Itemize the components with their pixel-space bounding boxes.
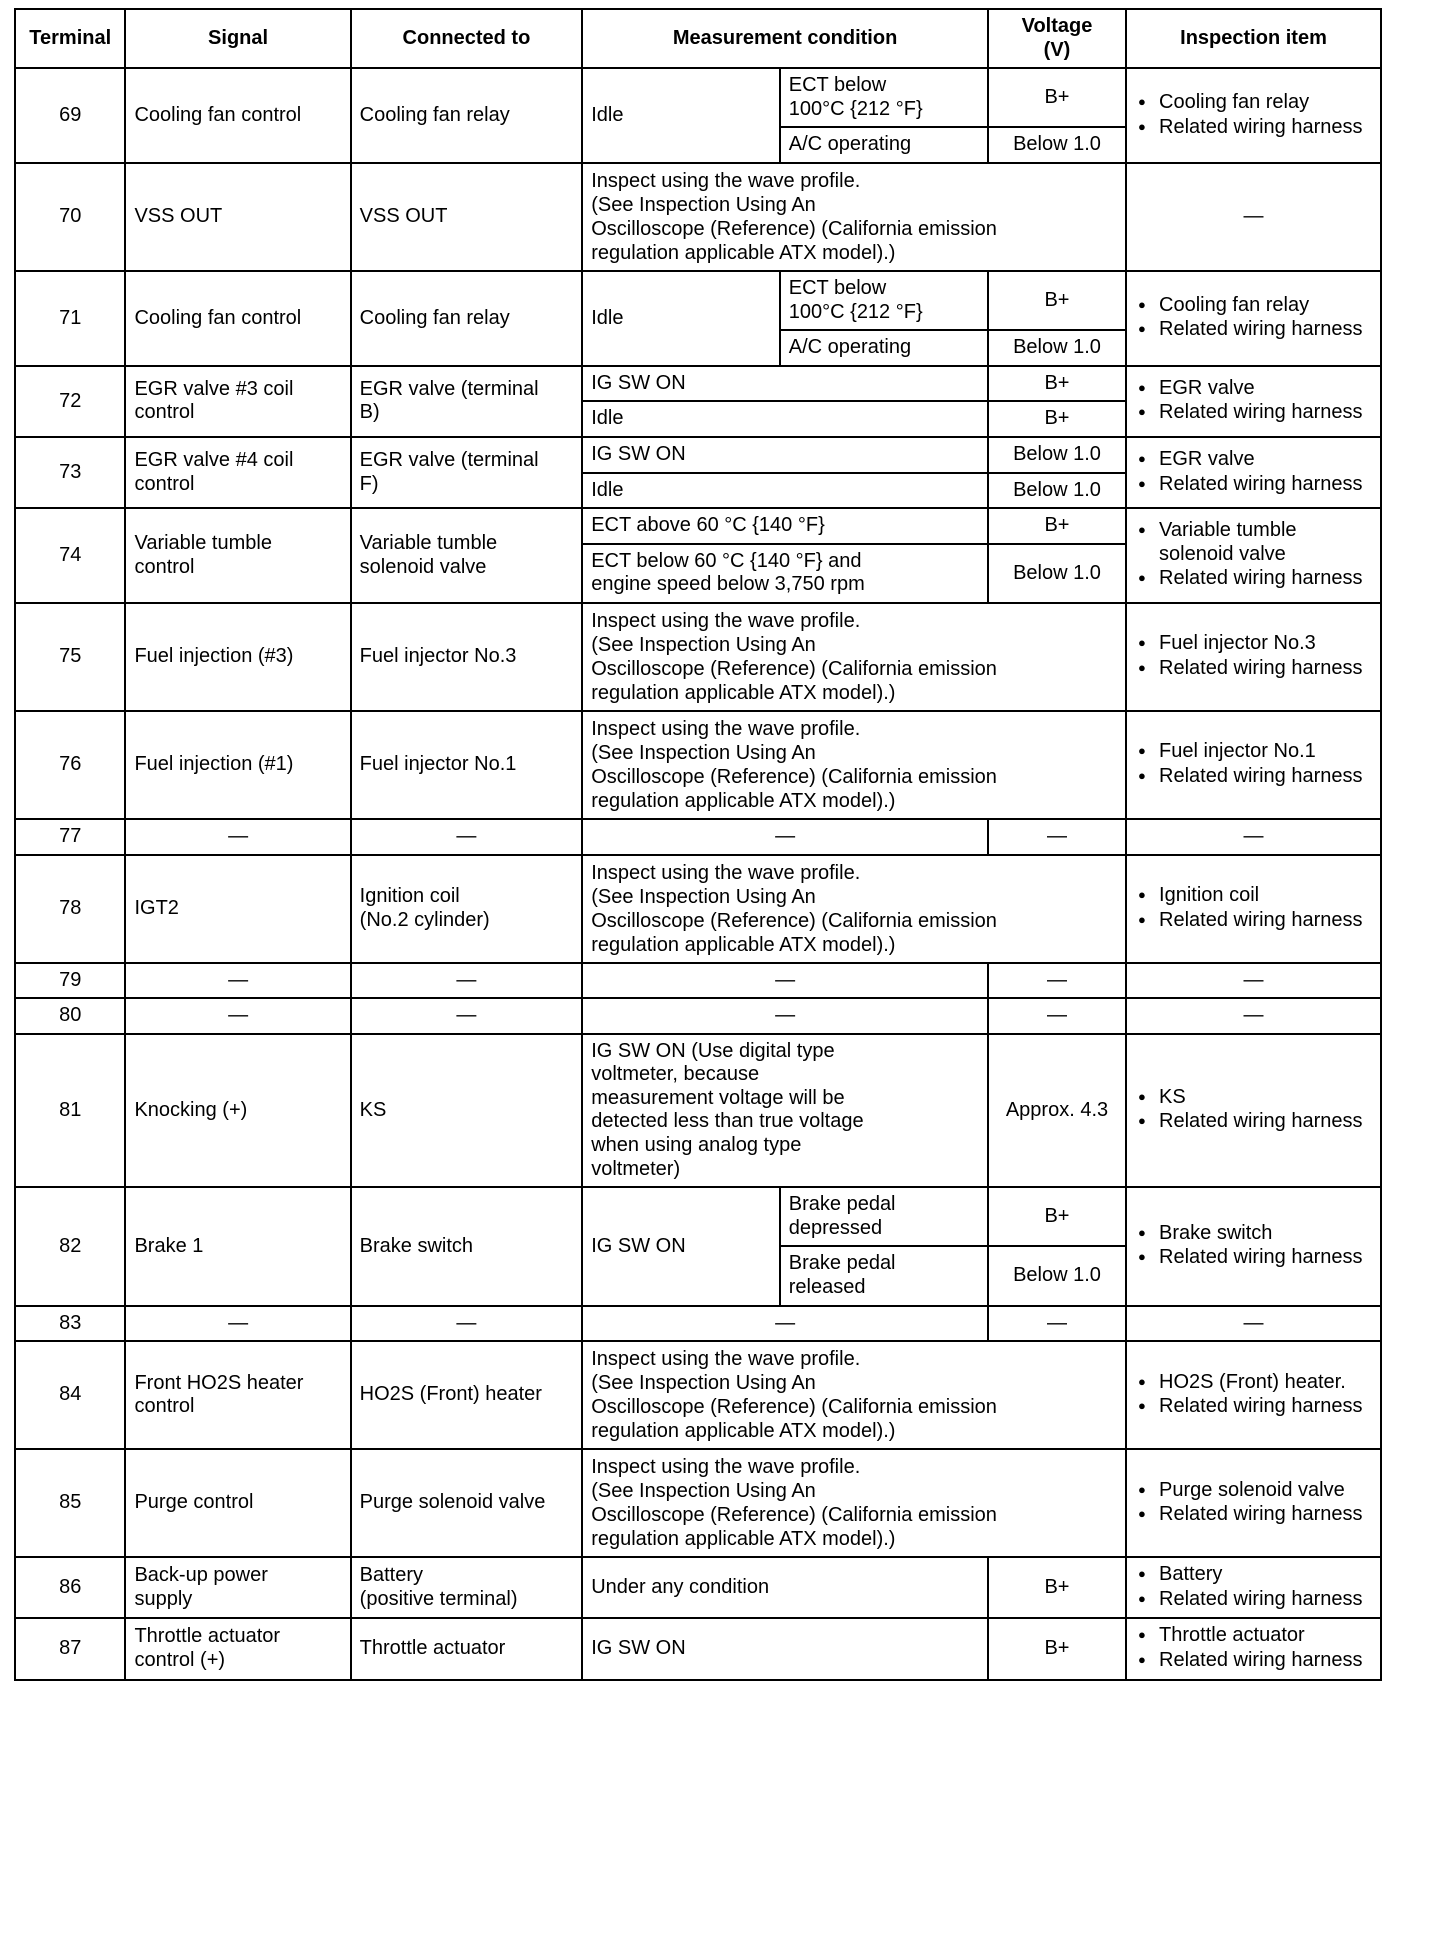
- list-item: ● Related wiring harness: [1155, 765, 1372, 789]
- wave-line1: Inspect using the wave profile.: [591, 861, 861, 884]
- inspection-item-list: [1135, 1086, 1372, 1134]
- list-item: ● Related wiring harness: [1155, 318, 1372, 342]
- cell-inspection-item: [1126, 437, 1381, 508]
- cell-signal: —: [125, 998, 350, 1034]
- signal-line1: Throttle actuator: [134, 1625, 281, 1648]
- condition-sub-line1: ECT below: [788, 74, 887, 97]
- condition-line1: IG SW ON (Use digital type: [591, 1039, 835, 1062]
- signal-line2: control: [134, 401, 195, 424]
- inspection-item-list: [1135, 294, 1372, 342]
- connected-line2: (positive terminal): [359, 1587, 518, 1610]
- wave-line4: regulation applicable ATX model).): [591, 1528, 896, 1551]
- cell-signal: [125, 366, 350, 437]
- cell-connected-to: [351, 508, 583, 603]
- cell-terminal: 83: [15, 1306, 125, 1342]
- cell-terminal: 74: [15, 508, 125, 603]
- cell-voltage: B+: [988, 1618, 1126, 1679]
- wave-line2: (See Inspection Using An: [591, 1372, 816, 1395]
- cell-terminal: 78: [15, 855, 125, 963]
- cell-terminal: 73: [15, 437, 125, 508]
- cell-voltage: Approx. 4.3: [988, 1034, 1126, 1188]
- cell-condition-sub: [780, 1246, 988, 1305]
- cell-signal: Cooling fan control: [125, 68, 350, 163]
- connected-line1: EGR valve (terminal: [359, 448, 539, 471]
- cell-signal: Brake 1: [125, 1187, 350, 1305]
- cell-voltage: B+: [988, 1557, 1126, 1618]
- connected-line2: B): [359, 401, 380, 424]
- condition-line4: detected less than true voltage: [591, 1110, 864, 1133]
- cell-condition: ECT above 60 °C {140 °F}: [582, 508, 988, 544]
- condition-line2: voltmeter, because: [591, 1063, 760, 1086]
- cell-condition: [582, 544, 988, 603]
- cell-condition: —: [582, 998, 988, 1034]
- cell-inspection-item: [1126, 855, 1381, 963]
- wave-line3: Oscilloscope (Reference) (California emission: [591, 217, 997, 240]
- cell-condition-sub: [780, 1187, 988, 1246]
- table-row: [15, 508, 1381, 544]
- list-item: ● HO2S (Front) heater.: [1155, 1371, 1372, 1395]
- list-item: ● Ignition coil: [1155, 884, 1372, 908]
- inspection-item-list: [1135, 632, 1372, 680]
- cell-signal: [125, 1341, 350, 1449]
- signal-line2: control (+): [134, 1649, 226, 1671]
- list-item: ● Related wiring harness: [1155, 909, 1372, 933]
- signal-line1: EGR valve #3 coil: [134, 377, 294, 400]
- inspection-item-list: [1135, 448, 1372, 496]
- cell-condition-main: Idle: [582, 68, 780, 163]
- cell-signal: [125, 1557, 350, 1618]
- list-item: ● Related wiring harness: [1155, 116, 1372, 140]
- cell-signal: Fuel injection (#1): [125, 711, 350, 819]
- table-row: [15, 366, 1381, 402]
- cell-condition-sub: A/C operating: [780, 127, 988, 163]
- cell-voltage: Below 1.0: [988, 473, 1126, 509]
- cell-signal: Fuel injection (#3): [125, 603, 350, 711]
- cell-signal: —: [125, 1306, 350, 1342]
- cell-connected-to: —: [351, 1306, 583, 1342]
- table-row: [15, 819, 1381, 855]
- table-row: [15, 998, 1381, 1034]
- cell-condition-sub: [780, 68, 988, 127]
- cell-terminal: 81: [15, 1034, 125, 1188]
- condition-sub-line2: depressed: [788, 1216, 883, 1239]
- table-row: [15, 68, 1381, 127]
- cell-connected-to: Cooling fan relay: [351, 271, 583, 366]
- cell-connected-to: Purge solenoid valve: [351, 1449, 583, 1557]
- list-item: ● Related wiring harness: [1155, 1588, 1372, 1612]
- list-item: ● EGR valve: [1155, 448, 1372, 472]
- list-item: ● KS: [1155, 1086, 1372, 1110]
- cell-voltage: B+: [988, 271, 1126, 330]
- cell-voltage: B+: [988, 401, 1126, 437]
- cell-terminal: 77: [15, 819, 125, 855]
- inspection-item-list: [1135, 1371, 1372, 1419]
- wave-line2: (See Inspection Using An: [591, 193, 816, 216]
- cell-voltage: B+: [988, 366, 1126, 402]
- cell-inspection-item: [1126, 1341, 1381, 1449]
- terminal-voltage-table-wrapper: [14, 8, 1414, 1681]
- signal-line1: EGR valve #4 coil: [134, 448, 294, 471]
- condition-line5: when using analog type: [591, 1134, 802, 1157]
- header-connected-to: Connected to: [351, 9, 583, 68]
- wave-line2: (See Inspection Using An: [591, 741, 816, 764]
- cell-inspection-item: —: [1126, 963, 1381, 999]
- cell-terminal: 71: [15, 271, 125, 366]
- condition-sub-line1: ECT below: [788, 276, 887, 299]
- signal-line1: Front HO2S heater: [134, 1371, 304, 1394]
- table-row: [15, 437, 1381, 473]
- table-row: [15, 1034, 1381, 1188]
- cell-connected-to: Fuel injector No.1: [351, 711, 583, 819]
- list-item: ● Variable tumble solenoid valve: [1155, 519, 1372, 566]
- wave-line4: regulation applicable ATX model).): [591, 681, 896, 704]
- list-item: ● Related wiring harness: [1155, 1246, 1372, 1270]
- cell-connected-to: [351, 1557, 583, 1618]
- cell-voltage: Below 1.0: [988, 1246, 1126, 1305]
- wave-line3: Oscilloscope (Reference) (California emission: [591, 1396, 997, 1419]
- cell-terminal: 87: [15, 1618, 125, 1679]
- cell-terminal: 85: [15, 1449, 125, 1557]
- signal-line2: supply: [134, 1587, 193, 1610]
- cell-signal: Knocking (+): [125, 1034, 350, 1188]
- cell-terminal: 82: [15, 1187, 125, 1305]
- condition-sub-line2: 100°C {212 °F}: [788, 300, 923, 323]
- wave-line3: Oscilloscope (Reference) (California emission: [591, 765, 997, 788]
- cell-inspection-item: [1126, 1557, 1381, 1618]
- cell-connected-to: Cooling fan relay: [351, 68, 583, 163]
- inspection-item-list: [1135, 519, 1372, 591]
- list-item: ● Battery: [1155, 1563, 1372, 1587]
- cell-inspection-item: —: [1126, 1306, 1381, 1342]
- cell-signal: VSS OUT: [125, 163, 350, 271]
- table-row: [15, 603, 1381, 711]
- list-item: ● Related wiring harness: [1155, 401, 1372, 425]
- inspection-item-list: [1135, 91, 1372, 139]
- wave-line3: Oscilloscope (Reference) (California emission: [591, 1504, 997, 1527]
- terminal-voltage-table: [14, 8, 1382, 1681]
- signal-line2: control: [134, 1395, 195, 1418]
- cell-condition-wave: [582, 855, 1126, 963]
- list-item: ● Related wiring harness: [1155, 1503, 1372, 1527]
- cell-connected-to: [351, 855, 583, 963]
- header-signal: Signal: [125, 9, 350, 68]
- cell-signal: —: [125, 819, 350, 855]
- cell-connected-to: [351, 366, 583, 437]
- cell-voltage: Below 1.0: [988, 544, 1126, 603]
- wave-line1: Inspect using the wave profile.: [591, 717, 861, 740]
- inspection-item-list: [1135, 884, 1372, 932]
- cell-terminal: 70: [15, 163, 125, 271]
- cell-condition-wave: [582, 711, 1126, 819]
- inspection-item-list: [1135, 1222, 1372, 1270]
- cell-signal: Purge control: [125, 1449, 350, 1557]
- condition-line2: engine speed below 3,750 rpm: [591, 573, 865, 596]
- cell-signal: Cooling fan control: [125, 271, 350, 366]
- signal-line2: control: [134, 472, 195, 495]
- cell-condition: IG SW ON: [582, 437, 988, 473]
- header-terminal: Terminal: [15, 9, 125, 68]
- condition-line6: voltmeter): [591, 1157, 681, 1180]
- cell-inspection-item: [1126, 366, 1381, 437]
- cell-condition: [582, 1034, 988, 1188]
- table-row: [15, 163, 1381, 271]
- cell-inspection-item: [1126, 1187, 1381, 1305]
- list-item: ● Related wiring harness: [1155, 1649, 1372, 1673]
- connected-line1: EGR valve (terminal: [359, 377, 539, 400]
- cell-condition: IG SW ON: [582, 366, 988, 402]
- cell-voltage: —: [988, 1306, 1126, 1342]
- cell-condition-wave: [582, 1341, 1126, 1449]
- wave-line4: regulation applicable ATX model).): [591, 1420, 896, 1443]
- cell-connected-to: —: [351, 819, 583, 855]
- cell-terminal: 84: [15, 1341, 125, 1449]
- cell-signal: IGT2: [125, 855, 350, 963]
- signal-line1: Back-up power: [134, 1564, 268, 1587]
- list-item: ● Purge solenoid valve: [1155, 1479, 1372, 1503]
- connected-line1: Variable tumble: [359, 531, 498, 554]
- connected-line1: Battery: [359, 1564, 424, 1587]
- list-item: ● Related wiring harness: [1155, 1395, 1372, 1419]
- cell-condition-wave: [582, 603, 1126, 711]
- cell-connected-to: —: [351, 963, 583, 999]
- wave-line1: Inspect using the wave profile.: [591, 609, 861, 632]
- wave-line2: (See Inspection Using An: [591, 1480, 816, 1503]
- cell-inspection-item: [1126, 711, 1381, 819]
- list-item: ● Throttle actuator: [1155, 1624, 1372, 1648]
- inspection-item-list: [1135, 1563, 1372, 1611]
- list-item: ● EGR valve: [1155, 377, 1372, 401]
- cell-connected-to: Fuel injector No.3: [351, 603, 583, 711]
- cell-terminal: 76: [15, 711, 125, 819]
- connected-line2: F): [359, 472, 379, 495]
- cell-condition: Idle: [582, 401, 988, 437]
- wave-line4: regulation applicable ATX model).): [591, 933, 896, 956]
- cell-inspection-item: [1126, 508, 1381, 603]
- cell-signal: [125, 1618, 350, 1679]
- cell-condition: —: [582, 963, 988, 999]
- header-inspection-item: Inspection item: [1126, 9, 1381, 68]
- list-item: ● Related wiring harness: [1155, 1110, 1372, 1134]
- signal-line1: Variable tumble: [134, 531, 272, 554]
- list-item: ● Related wiring harness: [1155, 567, 1372, 591]
- cell-terminal: 72: [15, 366, 125, 437]
- table-row: [15, 1306, 1381, 1342]
- cell-terminal: 86: [15, 1557, 125, 1618]
- table-row: [15, 1341, 1381, 1449]
- cell-terminal: 79: [15, 963, 125, 999]
- table-row: [15, 1557, 1381, 1618]
- cell-connected-to: VSS OUT: [351, 163, 583, 271]
- condition-line1: ECT below 60 °C {140 °F} and: [591, 549, 862, 572]
- cell-voltage: B+: [988, 508, 1126, 544]
- connected-line2: (No.2 cylinder): [359, 908, 490, 931]
- cell-condition: —: [582, 819, 988, 855]
- cell-signal: —: [125, 963, 350, 999]
- connected-line1: Ignition coil: [359, 884, 460, 907]
- cell-connected-to: KS: [351, 1034, 583, 1188]
- table-row: [15, 711, 1381, 819]
- wave-line1: Inspect using the wave profile.: [591, 169, 861, 192]
- cell-terminal: 80: [15, 998, 125, 1034]
- cell-condition: Idle: [582, 473, 988, 509]
- table-row: [15, 271, 1381, 330]
- wave-line4: regulation applicable ATX model).): [591, 789, 896, 812]
- wave-line2: (See Inspection Using An: [591, 633, 816, 656]
- cell-inspection-item: [1126, 1034, 1381, 1188]
- cell-condition-main: Idle: [582, 271, 780, 366]
- header-voltage-line2: (V): [1043, 38, 1071, 61]
- cell-signal: [125, 437, 350, 508]
- cell-condition-wave: [582, 1449, 1126, 1557]
- list-item: ● Cooling fan relay: [1155, 294, 1372, 318]
- condition-sub-line1: Brake pedal: [788, 1193, 896, 1216]
- header-voltage: [988, 9, 1126, 68]
- header-voltage-line1: Voltage: [1021, 15, 1093, 37]
- list-item: ● Fuel injector No.3: [1155, 632, 1372, 656]
- table-row: [15, 1449, 1381, 1557]
- cell-connected-to: Brake switch: [351, 1187, 583, 1305]
- table-header-row: [15, 9, 1381, 68]
- wave-line3: Oscilloscope (Reference) (California emission: [591, 657, 997, 680]
- cell-inspection-item: [1126, 68, 1381, 163]
- cell-condition-main: IG SW ON: [582, 1187, 780, 1305]
- table-row: [15, 855, 1381, 963]
- wave-line3: Oscilloscope (Reference) (California emission: [591, 909, 997, 932]
- table-row: [15, 1618, 1381, 1679]
- cell-signal: [125, 508, 350, 603]
- signal-line2: control: [134, 555, 195, 578]
- list-item: ● Cooling fan relay: [1155, 91, 1372, 115]
- cell-inspection-item: [1126, 1449, 1381, 1557]
- cell-condition: Under any condition: [582, 1557, 988, 1618]
- list-item: ● Related wiring harness: [1155, 473, 1372, 497]
- inspection-item-list: [1135, 377, 1372, 425]
- list-item: ● Fuel injector No.1: [1155, 740, 1372, 764]
- inspection-item-list: [1135, 1624, 1372, 1672]
- wave-line2: (See Inspection Using An: [591, 885, 816, 908]
- cell-condition: IG SW ON: [582, 1618, 988, 1679]
- table-row: [15, 963, 1381, 999]
- header-measurement-condition: Measurement condition: [582, 9, 988, 68]
- wave-line1: Inspect using the wave profile.: [591, 1348, 861, 1371]
- cell-voltage: B+: [988, 1187, 1126, 1246]
- cell-voltage: —: [988, 819, 1126, 855]
- condition-sub-line1: Brake pedal: [788, 1252, 896, 1275]
- cell-inspection-item: [1126, 271, 1381, 366]
- cell-inspection-item: —: [1126, 998, 1381, 1034]
- condition-line3: measurement voltage will be: [591, 1086, 845, 1109]
- cell-terminal: 75: [15, 603, 125, 711]
- cell-condition-sub: [780, 271, 988, 330]
- cell-voltage: —: [988, 963, 1126, 999]
- cell-inspection-item: [1126, 603, 1381, 711]
- wave-line1: Inspect using the wave profile.: [591, 1456, 861, 1479]
- cell-connected-to: [351, 437, 583, 508]
- cell-connected-to: Throttle actuator: [351, 1618, 583, 1679]
- cell-connected-to: HO2S (Front) heater: [351, 1341, 583, 1449]
- inspection-item-list: [1135, 740, 1372, 788]
- table-row: [15, 1187, 1381, 1246]
- cell-voltage: Below 1.0: [988, 127, 1126, 163]
- cell-connected-to: —: [351, 998, 583, 1034]
- cell-voltage: —: [988, 998, 1126, 1034]
- cell-condition: —: [582, 1306, 988, 1342]
- list-item: ● Related wiring harness: [1155, 657, 1372, 681]
- cell-inspection-item: [1126, 1618, 1381, 1679]
- cell-inspection-item: —: [1126, 819, 1381, 855]
- wave-line4: regulation applicable ATX model).): [591, 241, 896, 264]
- connected-line2: solenoid valve: [359, 555, 487, 578]
- cell-inspection-item: —: [1126, 163, 1381, 271]
- cell-terminal: 69: [15, 68, 125, 163]
- cell-voltage: Below 1.0: [988, 330, 1126, 366]
- cell-condition-wave: [582, 163, 1126, 271]
- cell-condition-sub: A/C operating: [780, 330, 988, 366]
- condition-sub-line2: released: [788, 1276, 866, 1299]
- cell-voltage: B+: [988, 68, 1126, 127]
- cell-voltage: Below 1.0: [988, 437, 1126, 473]
- inspection-item-list: [1135, 1479, 1372, 1527]
- condition-sub-line2: 100°C {212 °F}: [788, 97, 923, 120]
- list-item: ● Brake switch: [1155, 1222, 1372, 1246]
